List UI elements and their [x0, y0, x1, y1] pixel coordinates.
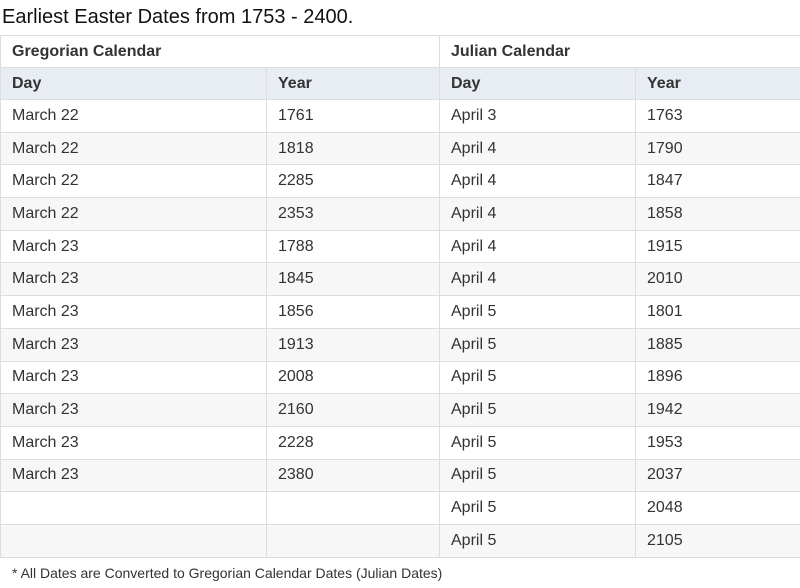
gregorian-day-cell: March 23	[1, 426, 267, 459]
table-row	[1, 328, 800, 361]
gregorian-year-cell: 2285	[267, 165, 440, 198]
julian-day-cell: April 5	[440, 394, 636, 427]
julian-year-cell: 2010	[636, 263, 800, 296]
gregorian-year-cell: 2380	[267, 459, 440, 492]
julian-year-cell: 1847	[636, 165, 800, 198]
julian-day-cell: April 4	[440, 263, 636, 296]
table-row	[1, 361, 800, 394]
gregorian-year-cell: 1913	[267, 328, 440, 361]
julian-day-cell: April 5	[440, 426, 636, 459]
gregorian-day-cell: March 23	[1, 361, 267, 394]
julian-year-cell: 1896	[636, 361, 800, 394]
julian-group-header: Julian Calendar	[440, 36, 800, 68]
gregorian-year-cell: 1818	[267, 132, 440, 165]
table-row	[1, 459, 800, 492]
julian-day-cell: April 3	[440, 100, 636, 133]
table-row	[1, 230, 800, 263]
julian-year-cell: 1915	[636, 230, 800, 263]
julian-day-header: Day	[440, 68, 636, 100]
julian-year-cell: 1790	[636, 132, 800, 165]
easter-dates-table	[0, 35, 800, 558]
julian-day-cell: April 4	[440, 230, 636, 263]
gregorian-day-cell: March 23	[1, 394, 267, 427]
gregorian-group-header: Gregorian Calendar	[1, 36, 440, 68]
table-row	[1, 132, 800, 165]
gregorian-day-cell: March 23	[1, 230, 267, 263]
julian-day-cell: April 5	[440, 492, 636, 525]
julian-day-cell: April 5	[440, 361, 636, 394]
gregorian-day-cell: March 23	[1, 459, 267, 492]
table-row	[1, 524, 800, 557]
footnote: * All Dates are Converted to Gregorian Calendar Dates (Julian Dates)	[12, 565, 443, 581]
julian-day-cell: April 4	[440, 132, 636, 165]
gregorian-year-cell: 1845	[267, 263, 440, 296]
julian-year-cell: 1858	[636, 198, 800, 231]
julian-year-cell: 1953	[636, 426, 800, 459]
julian-year-header: Year	[636, 68, 800, 100]
julian-year-cell: 1885	[636, 328, 800, 361]
group-header-row	[1, 36, 800, 68]
table-row	[1, 426, 800, 459]
julian-day-cell: April 5	[440, 524, 636, 557]
gregorian-day-cell: March 22	[1, 198, 267, 231]
gregorian-day-cell: March 22	[1, 165, 267, 198]
table-caption: Earliest Easter Dates from 1753 - 2400.	[2, 6, 354, 28]
table-row	[1, 492, 800, 525]
gregorian-day-header: Day	[1, 68, 267, 100]
gregorian-year-cell: 1856	[267, 296, 440, 329]
julian-day-cell: April 4	[440, 165, 636, 198]
gregorian-year-cell: 2008	[267, 361, 440, 394]
julian-year-cell: 1942	[636, 394, 800, 427]
gregorian-year-cell: 2160	[267, 394, 440, 427]
gregorian-day-cell	[1, 492, 267, 525]
gregorian-year-cell: 1788	[267, 230, 440, 263]
julian-year-cell: 2105	[636, 524, 800, 557]
table-row	[1, 394, 800, 427]
gregorian-day-cell: March 23	[1, 296, 267, 329]
gregorian-day-cell: March 22	[1, 100, 267, 133]
julian-year-cell: 1801	[636, 296, 800, 329]
table-row	[1, 296, 800, 329]
julian-year-cell: 2048	[636, 492, 800, 525]
gregorian-day-cell: March 22	[1, 132, 267, 165]
gregorian-year-cell: 1761	[267, 100, 440, 133]
column-header-row	[1, 68, 800, 100]
julian-year-cell: 2037	[636, 459, 800, 492]
gregorian-day-cell	[1, 524, 267, 557]
table-row	[1, 100, 800, 133]
table-row	[1, 198, 800, 231]
gregorian-year-cell	[267, 524, 440, 557]
gregorian-day-cell: March 23	[1, 328, 267, 361]
gregorian-day-cell: March 23	[1, 263, 267, 296]
table-row	[1, 263, 800, 296]
gregorian-year-cell: 2353	[267, 198, 440, 231]
gregorian-year-cell	[267, 492, 440, 525]
julian-day-cell: April 5	[440, 328, 636, 361]
julian-day-cell: April 4	[440, 198, 636, 231]
julian-year-cell: 1763	[636, 100, 800, 133]
julian-day-cell: April 5	[440, 296, 636, 329]
table-row	[1, 165, 800, 198]
gregorian-year-header: Year	[267, 68, 440, 100]
gregorian-year-cell: 2228	[267, 426, 440, 459]
julian-day-cell: April 5	[440, 459, 636, 492]
table-body	[1, 100, 800, 558]
